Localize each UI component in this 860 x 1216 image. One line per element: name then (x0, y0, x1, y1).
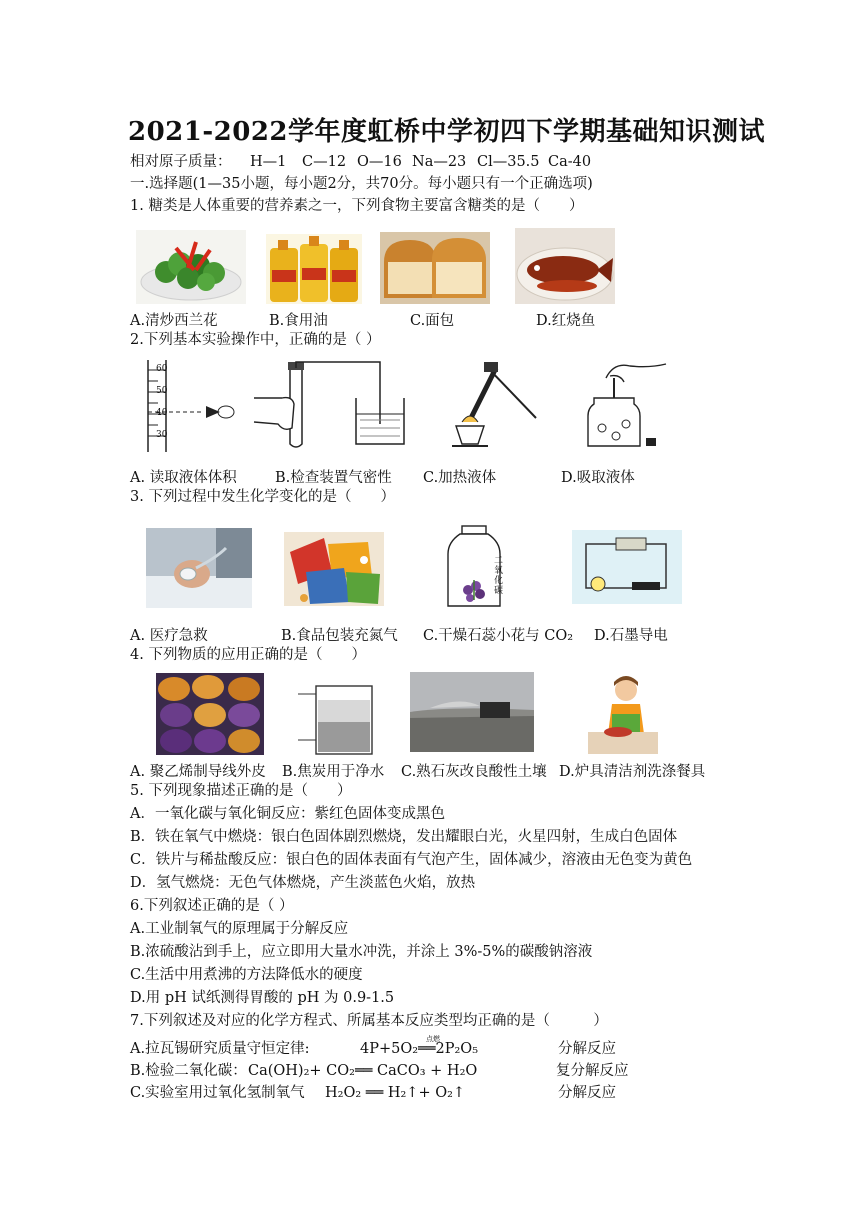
co2-jar-image (444, 524, 520, 608)
q6-stem: 6.下列叙述正确的是（ ） (130, 898, 294, 914)
graduated-cylinder-diagram (134, 356, 244, 456)
q4-option-a: A. 聚乙烯制导线外皮 (130, 764, 266, 780)
q2-option-a: A. 读取液体体积 (130, 470, 237, 486)
q7-row-a-condition: 点燃 (426, 1035, 440, 1043)
heating-liquid-diagram (440, 360, 540, 450)
q7-row-a-desc: A.拉瓦锡研究质量守恒定律: (130, 1041, 310, 1057)
q7-row-b-equation: Ca(OH)₂+ CO₂══ CaCO₃ + H₂O (248, 1063, 478, 1079)
food-packaging-image (284, 532, 384, 606)
q6-option-c: C.生活中用煮沸的方法降低水的硬度 (130, 967, 363, 983)
broccoli-dish-image (136, 230, 246, 304)
q7-row-b-desc: B.检验二氧化碳： (130, 1063, 247, 1079)
dishwashing-person-image (582, 674, 662, 756)
bread-image (380, 232, 490, 304)
q1-stem: 1. 糖类是人体重要的营养素之一，下列食物主要富含糖类的是（ ） (130, 198, 584, 214)
q6-option-d: D.用 pH 试纸测得胃酸的 pH 为 0.9-1.5 (130, 990, 395, 1006)
cooking-oil-image (266, 234, 362, 304)
q7-row-b-type: 复分解反应 (556, 1063, 629, 1079)
q3-option-d: D.石墨导电 (594, 628, 668, 644)
q7-row-a-equation: 4P+5O₂══2P₂O₅ (360, 1041, 479, 1057)
atomic-mass-na: Na—23 (412, 154, 467, 170)
q4-option-c: C.熟石灰改良酸性土壤 (401, 764, 547, 780)
atomic-mass-h: H—1 (250, 154, 287, 170)
q2-option-d: D.吸取液体 (561, 470, 635, 486)
scale-tick-60: 60 (156, 364, 168, 374)
q3-option-a: A. 医疗急救 (130, 628, 208, 644)
q5-option-b: B．铁在氧气中燃烧：银白色固体剧烈燃烧，发出耀眼白光，火星四射，生成白色固体 (130, 829, 678, 845)
q2-option-b: B.检查装置气密性 (275, 470, 392, 486)
q3-option-c: C.干燥石蕊小花与 CO₂ (423, 628, 574, 644)
atomic-mass-label: 相对原子质量： (130, 154, 232, 170)
q7-row-c-type: 分解反应 (558, 1085, 616, 1101)
q2-option-c: C.加热液体 (423, 470, 497, 486)
q1-option-d: D.红烧鱼 (536, 313, 596, 329)
section-heading: 一.选择题(1—35小题，每小题2分，共70分。每小题只有一个正确选项) (130, 176, 593, 192)
atomic-mass-ca: Ca-40 (548, 154, 592, 170)
page-title: 2021-2022学年度虹桥中学初四下学期基础知识测试 (128, 117, 766, 147)
airtightness-check-diagram (252, 358, 412, 450)
q1-option-a: A.清炒西兰花 (130, 313, 218, 329)
q5-stem: 5. 下列现象描述正确的是（ ） (130, 783, 352, 799)
q3-stem: 3. 下列过程中发生化学变化的是（ ） (130, 489, 395, 505)
medical-rescue-image (146, 528, 252, 608)
wire-coils-image (156, 673, 264, 755)
q4-stem: 4. 下列物质的应用正确的是（ ） (130, 647, 366, 663)
scale-tick-50: 50 (156, 386, 168, 396)
pipette-liquid-diagram (580, 358, 670, 450)
atomic-mass-o: O—16 (357, 154, 402, 170)
braised-fish-image (515, 228, 615, 304)
q1-option-b: B.食用油 (269, 313, 328, 329)
q7-row-c-desc: C.实验室用过氧化氢制氧气 (130, 1085, 305, 1101)
q5-option-a: A．一氧化碳与氧化铜反应：紫红色固体变成黑色 (130, 806, 445, 822)
water-filter-image (296, 680, 392, 756)
q5-option-d: D．氢气燃烧：无色气体燃烧，产生淡蓝色火焰，放热 (130, 875, 476, 891)
q6-option-b: B.浓硫酸沾到手上，应立即用大量水冲洗，并涂上 3%-5%的碳酸钠溶液 (130, 944, 593, 960)
q3-option-b: B.食品包装充氮气 (281, 628, 398, 644)
co2-jar-label: 二氧化碳 (494, 556, 504, 596)
q5-option-c: C．铁片与稀盐酸反应：银白色的固体表面有气泡产生，固体减少，溶液由无色变为黄色 (130, 852, 693, 868)
q6-option-a: A.工业制氧气的原理属于分解反应 (130, 921, 349, 937)
q7-stem: 7.下列叙述及对应的化学方程式、所属基本反应类型均正确的是（ ） (130, 1013, 608, 1029)
q7-row-a-type: 分解反应 (558, 1041, 616, 1057)
q4-option-b: B.焦炭用于净水 (282, 764, 385, 780)
q7-row-c-equation: H₂O₂ ══ H₂↑+ O₂↑ (325, 1085, 466, 1101)
scale-tick-40: 40 (156, 408, 168, 418)
q2-stem: 2.下列基本实验操作中，正确的是（ ） (130, 332, 381, 348)
atomic-mass-cl: Cl—35.5 (477, 154, 540, 170)
atomic-mass-c: C—12 (302, 154, 347, 170)
farm-field-image (410, 672, 534, 752)
q1-option-c: C.面包 (410, 313, 455, 329)
graphite-conductivity-image (572, 530, 682, 604)
scale-tick-30: 30 (156, 430, 168, 440)
q4-option-d: D.炉具清洁剂洗涤餐具 (559, 764, 706, 780)
